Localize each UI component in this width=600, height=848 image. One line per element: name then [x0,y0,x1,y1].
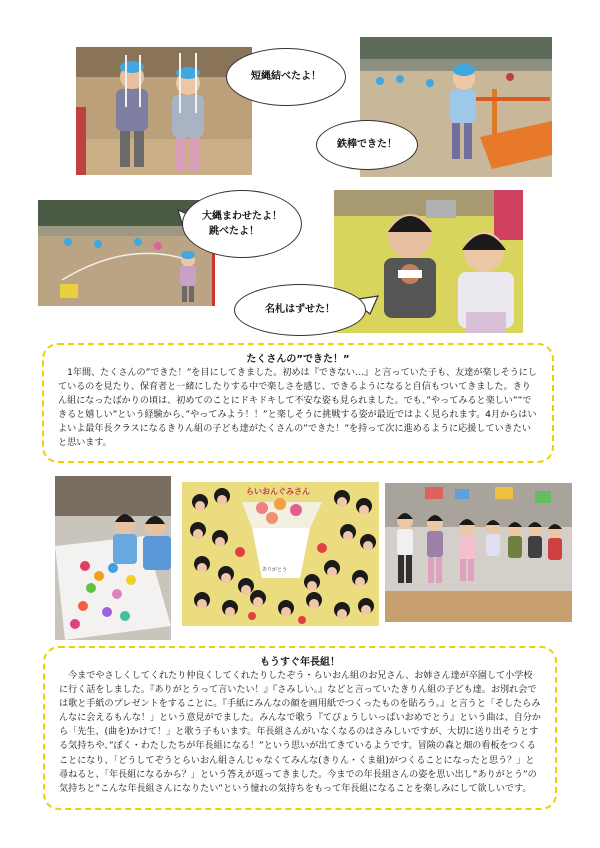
bubble-text-big-rope-line2: 跳べたよ！ [209,226,259,237]
speech-bubble-iron-bar [316,120,418,170]
section-many-dekita-body: 1年間、たくさんの”できた！”を目にしてきました。初めは『できない…』と言っていた子も、友達が楽しそうにしているのを見たり、保育者と一緒にしたりする中で楽しさを感じ、できるようになると自信もついてきました。きりん組になったばかりの頃は、初めてのことにドキドキして不安な姿も見られました。でも、”やってみると楽しい””できると嬉しい”という経験から、”やってみよう！！”と楽しそうに挑戦する姿が最近ではよく見られます。4月からはいよいよ最年長クラスになるきりん組の子ども達がたくさんの”できた！”を持って次に進めるように応援していきたいと思います。 [58,368,537,449]
section-almost-senior-body: 今までやさしくしてくれたり仲良くしてくれたりしたぞう・らいおん組のお兄さん、お姉さん達が卒園して小学校に行く話をしました。『ありがとうって言いたい！』『さみしい。』などと言っていたきりん組の子ども達。お別れ会では歌と手紙のプレゼントをすることに。『手紙にみんなの顔を画用紙でつくったものを貼ろう。』と言うと「そしたらみんなに会えるもんな！」という意見がでました。みんなで歌う『てぴょうしいっぱいおめでとう』という曲は、自分から「先生、(曲を)かけて！」と歌う子もいます。年長組さんがいなくなるのはさみしいですが、大切に送り出そうとする気持ちや、”ぼく・わたしたちが年長組になる！”という思いが出てきているようです。冒険の森と畑の看板をつくることになり、「どうしてぞうとらいおん組さんじゃなくてみんな(きりん・くま組)がつくることになったと思う？」と尋ねると、「年長組になるから？」という答えが返ってきました。今までの年長組さんの姿を思い出し”ありがとう”の気持ちと”こんな年長組さんになりたい”という憧れの気持ちをもって年長組になることを楽しみにして欲しいです。 [59,671,541,794]
bubble-text-short-rope: 短縄結べたよ！ [251,71,321,83]
photo-craft-table [55,476,171,640]
section-many-dekita [42,343,554,463]
bubble-text-big-rope-line1: 大縄まわせたよ！ [202,210,282,222]
section-almost-senior-title: もうすぐ年長組！ [260,657,340,668]
poster-subtitle: ありがとう [262,567,288,573]
poster-title: らいおんぐみさん [246,487,310,496]
speech-bubble-name-tag [234,284,366,336]
section-almost-senior [43,646,557,810]
speech-bubble-big-rope [182,190,302,258]
speech-bubble-short-rope [226,48,346,106]
section-many-dekita-title: たくさんの”できた！” [246,354,350,365]
photo-farewell-poster [182,482,379,626]
photo-singing-children [385,483,572,622]
bubble-text-iron-bar: 鉄棒できた！ [337,139,397,151]
bubble-text-name-tag: 名札はずせた！ [265,304,335,316]
